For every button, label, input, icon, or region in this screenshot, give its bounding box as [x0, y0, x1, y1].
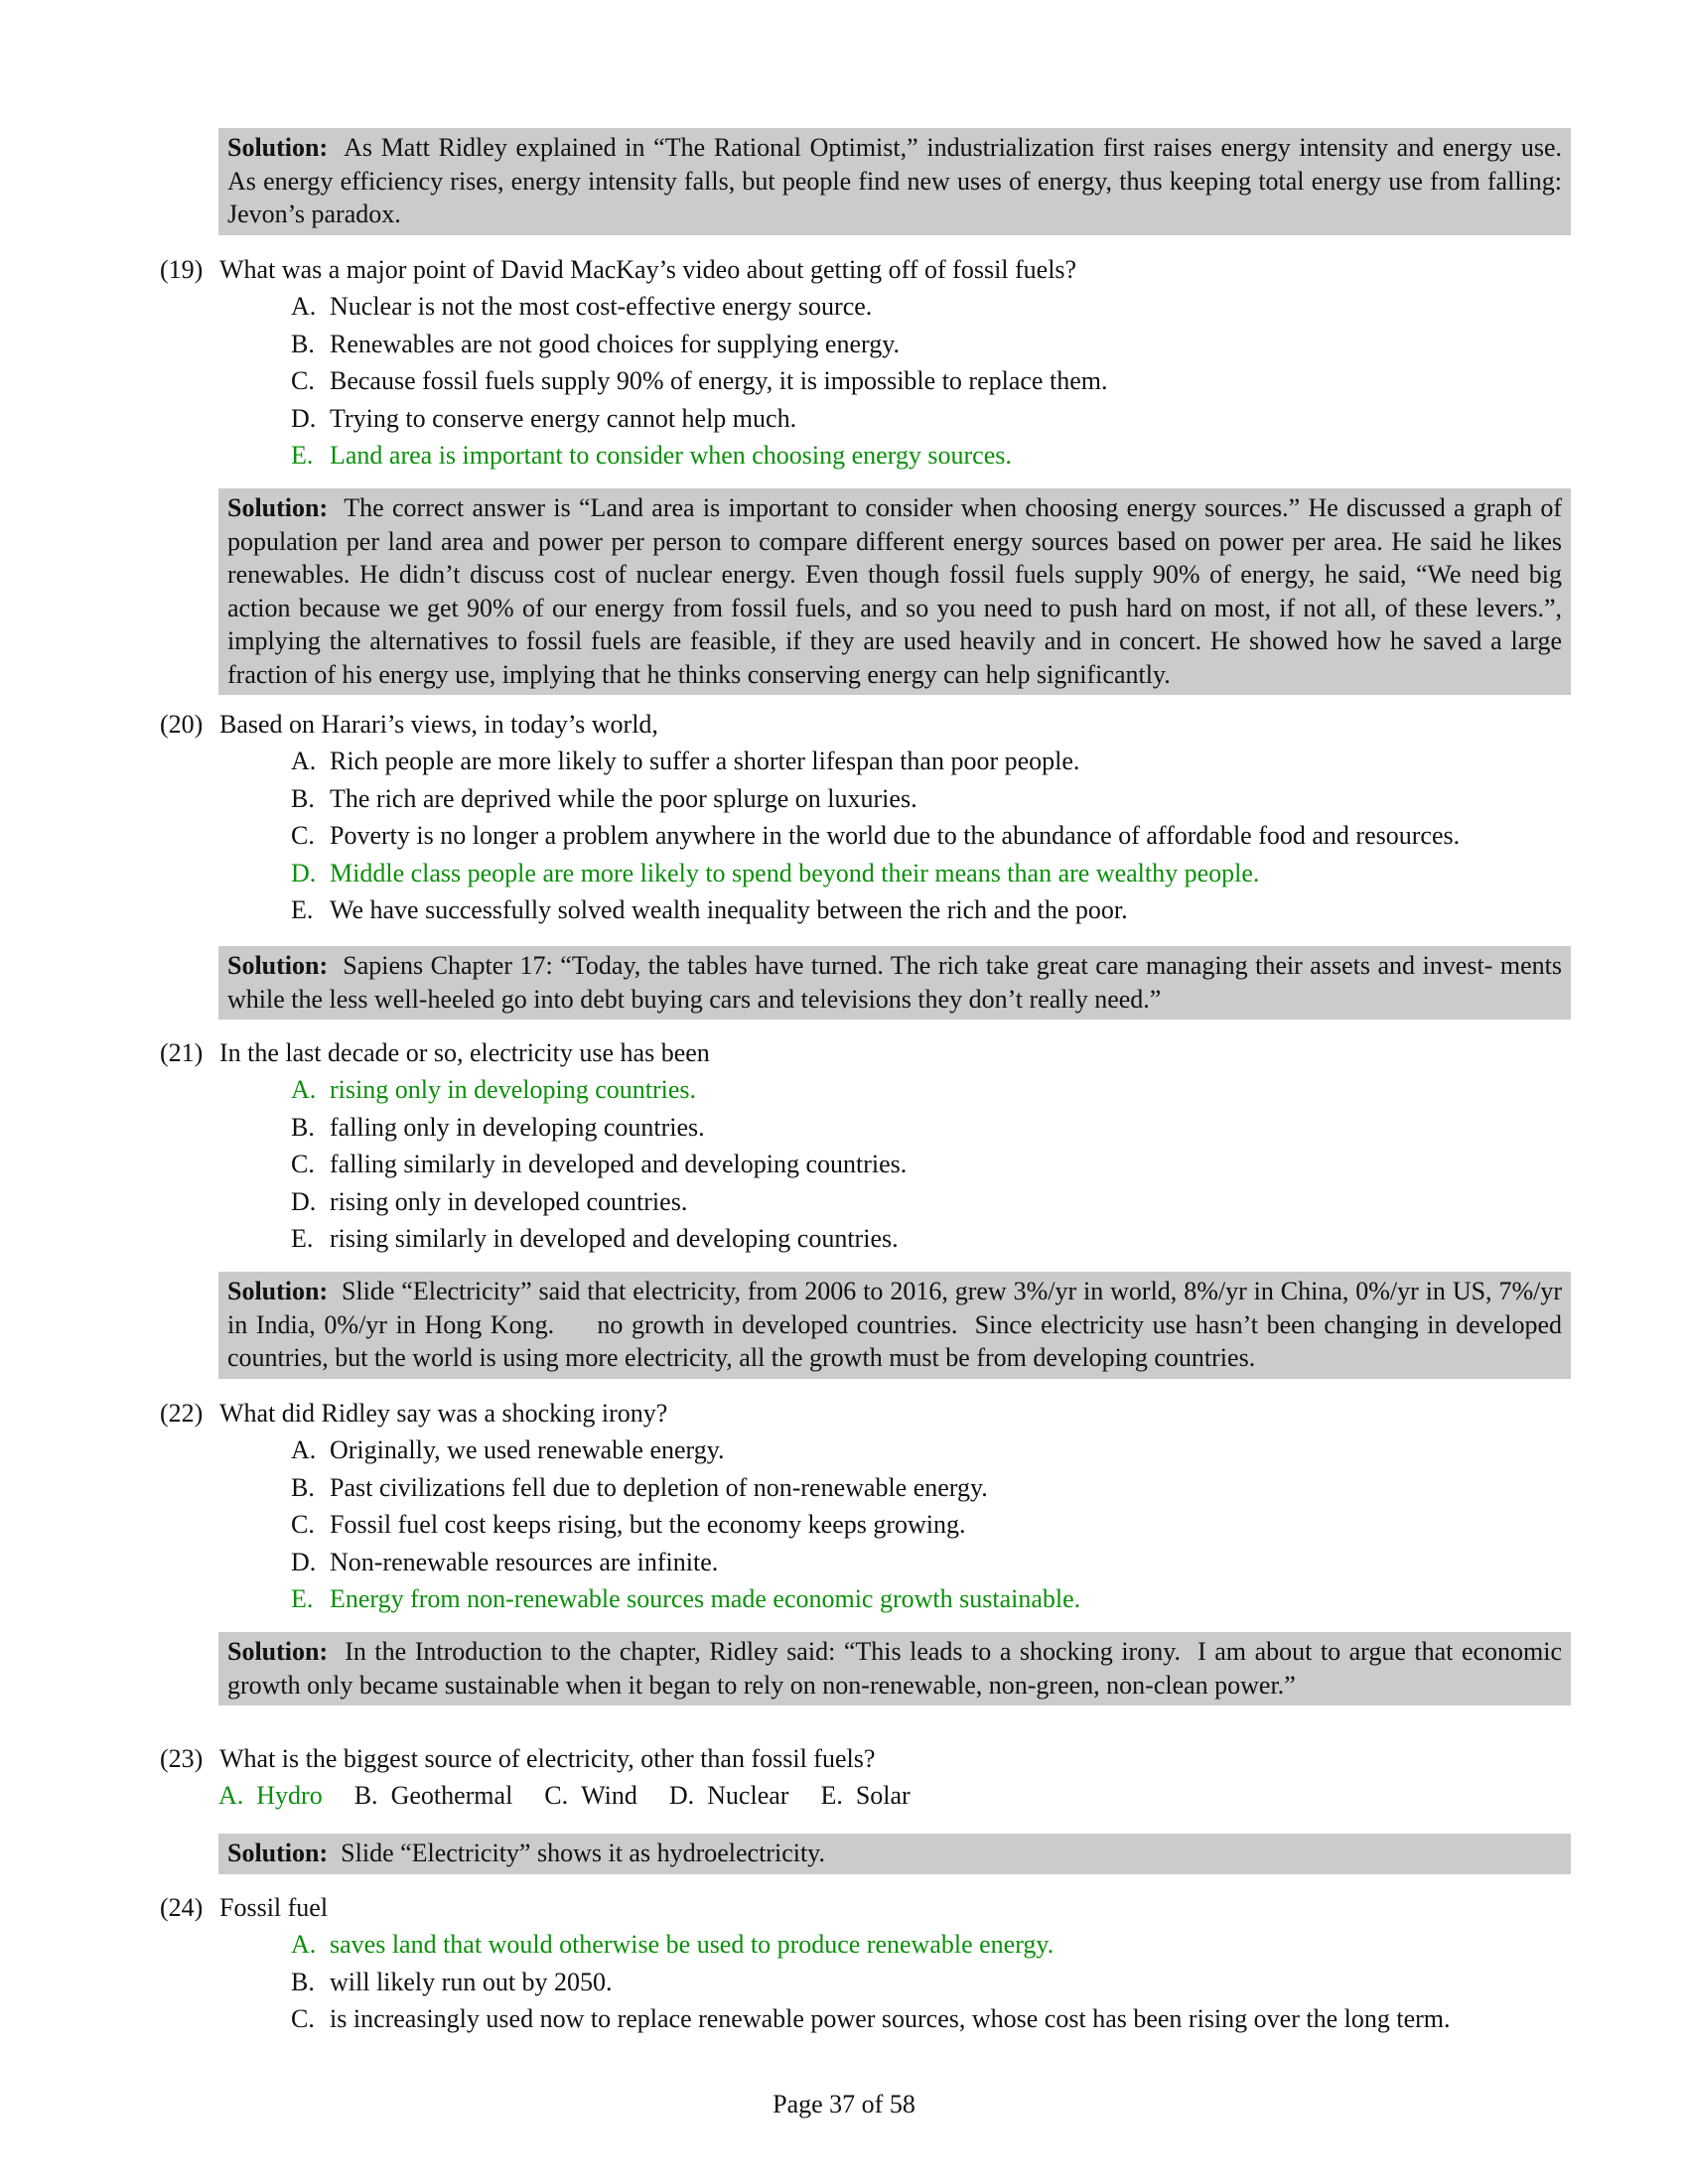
option-letter: D. [291, 1547, 317, 1576]
solution-text: Slide “Electricity” said that electricity, from 2006 to 2016, grew 3%/yr in world, 8%/yr in China, 0%/yr in US, 7%/yr in India, 0%/yr in Hong Kong. no growth in developed countries. Since electricity use hasn’t been changing in developed countries, but the world is using more electricity, all the growth must be from developing countries. [227, 1277, 1569, 1372]
option-letter: C. [291, 2004, 315, 2034]
option-letter: D. [291, 858, 317, 887]
option-letter: B. [353, 1781, 378, 1810]
option-d[interactable] [0, 1544, 1688, 1581]
option-text: Non-renewable resources are infinite. [330, 1547, 719, 1576]
question-number: (23) [160, 1744, 204, 1773]
option-text: Land area is important to consider when choosing energy sources. [330, 441, 1012, 471]
question-24 [0, 1889, 1688, 2038]
option-letter: B. [291, 1967, 315, 1996]
option-d-correct[interactable] [0, 855, 1688, 892]
page-number: Page 37 of 58 [773, 2090, 915, 2118]
option-c[interactable] [0, 362, 1688, 400]
solution-box-18 [218, 128, 1575, 235]
option-text: We have successfully solved wealth inequality between the rich and the poor. [330, 895, 1128, 925]
solution-label: Solution: [227, 1839, 329, 1867]
question-text: In the last decade or so, electricity use has been [219, 1038, 710, 1067]
solution-box-20 [218, 946, 1571, 1020]
option-text: saves land that would otherwise be used to produce renewable energy. [330, 1930, 1055, 1959]
solution-label: Solution: [227, 951, 329, 980]
option-b[interactable] [0, 1109, 1688, 1147]
option-e[interactable] [820, 1781, 910, 1810]
option-letter: C. [291, 821, 315, 851]
option-text: is increasingly used now to replace renewable power sources, whose cost has been rising over the long term. [330, 2004, 1451, 2034]
option-b[interactable] [0, 1964, 1688, 2001]
option-letter: D. [291, 1186, 317, 1216]
option-text: Poverty is no longer a problem anywhere in the world due to the abundance of affordable food and resources. [330, 821, 1461, 851]
option-letter: B. [291, 783, 315, 813]
option-letter: A. [291, 1930, 317, 1959]
solution-label: Solution: [227, 1277, 329, 1305]
option-text: Past civilizations fell due to depletion of non-renewable energy. [330, 1472, 988, 1502]
option-letter: C. [291, 1150, 315, 1179]
option-text: Because fossil fuels supply 90% of energy, it is impossible to replace them. [330, 366, 1108, 396]
question-text: Based on Harari’s views, in today’s world, [219, 710, 658, 739]
question-text: What was a major point of David MacKay’s video about getting off of fossil fuels? [219, 255, 1077, 284]
solution-label: Solution: [227, 493, 329, 522]
option-text: Trying to conserve energy cannot help much. [330, 403, 797, 433]
option-letter: E. [820, 1781, 843, 1810]
option-a[interactable] [0, 288, 1688, 326]
option-text: rising only in developed countries. [330, 1186, 688, 1216]
option-text: Nuclear [707, 1781, 789, 1810]
question-21 [0, 1034, 1688, 1258]
option-a[interactable] [0, 743, 1688, 780]
option-e-correct[interactable] [0, 1580, 1688, 1618]
solution-text: Slide “Electricity” shows it as hydroelectricity. [341, 1839, 825, 1867]
option-text: Geothermal [390, 1781, 513, 1810]
option-letter: E. [291, 1224, 314, 1254]
option-c[interactable] [0, 817, 1688, 855]
option-d[interactable] [669, 1781, 789, 1810]
solution-box-22 [218, 1632, 1571, 1706]
option-e-correct[interactable] [0, 437, 1688, 475]
solution-box-19 [218, 488, 1571, 695]
question-text: What is the biggest source of electricity, other than fossil fuels? [219, 1744, 876, 1773]
option-a-correct[interactable] [0, 1071, 1688, 1109]
option-text: falling similarly in developed and developing countries. [330, 1150, 908, 1179]
option-letter: A. [291, 747, 317, 775]
option-text: Energy from non-renewable sources made economic growth sustainable. [330, 1584, 1081, 1614]
solution-label: Solution: [227, 133, 329, 162]
option-letter: C. [291, 1510, 315, 1540]
solution-label: Solution: [227, 1637, 329, 1666]
inline-options [0, 1777, 1688, 1815]
option-letter: E. [291, 895, 314, 925]
option-letter: E. [291, 1584, 314, 1614]
option-e[interactable] [0, 1220, 1688, 1258]
option-d[interactable] [0, 400, 1688, 438]
option-a[interactable] [0, 1432, 1688, 1469]
option-letter: E. [291, 441, 314, 471]
question-22 [0, 1395, 1688, 1618]
solution-text: In the Introduction to the chapter, Ridley said: “This leads to a shocking irony. I am about to argue that economic growth only became sustainable when it began to rely on non-renewable, non-green, non-clean power.” [227, 1637, 1569, 1700]
question-number: (24) [160, 1893, 204, 1922]
option-text: rising similarly in developed and developing countries. [330, 1224, 899, 1254]
option-text: Renewables are not good choices for supplying energy. [330, 329, 901, 358]
question-text: What did Ridley say was a shocking irony? [219, 1399, 668, 1428]
solution-text: Sapiens Chapter 17: “Today, the tables have turned. The rich take great care managing their assets and invest- ments while the less well-heeled go into debt buying cars and televisions they don’t really need.” [227, 951, 1563, 1014]
option-letter: A. [291, 292, 317, 321]
option-a-correct[interactable] [0, 1926, 1688, 1964]
option-c[interactable] [0, 2000, 1688, 2038]
option-letter: D. [668, 1781, 695, 1810]
option-d[interactable] [0, 1183, 1688, 1221]
option-b[interactable] [354, 1781, 513, 1810]
option-letter: C. [544, 1781, 569, 1810]
option-c[interactable] [544, 1781, 637, 1810]
option-text: Originally, we used renewable energy. [330, 1435, 725, 1464]
option-text: Hydro [256, 1781, 323, 1810]
solution-text: As Matt Ridley explained in “The Rational Optimist,” industrialization first raises energy intensity and energy use. As energy efficiency rises, energy intensity falls, but people find new uses of energy, thus keeping total energy use from falling: Jevon’s paradox. [227, 133, 1575, 228]
question-number: (19) [160, 255, 204, 284]
option-letter: A. [291, 1075, 317, 1104]
option-letter: B. [291, 1472, 315, 1502]
option-letter: D. [291, 403, 317, 433]
question-19 [0, 251, 1688, 475]
question-20 [0, 706, 1688, 929]
option-text: Wind [581, 1781, 637, 1810]
option-text: Solar [855, 1781, 911, 1810]
option-b[interactable] [0, 326, 1688, 363]
question-number: (21) [160, 1038, 204, 1067]
option-letter: C. [291, 366, 315, 396]
option-letter: B. [291, 1112, 315, 1142]
option-c[interactable] [0, 1146, 1688, 1183]
option-e[interactable] [0, 891, 1688, 929]
solution-box-23 [218, 1834, 1571, 1874]
option-text: Middle class people are more likely to spend beyond their means than are wealthy people. [330, 858, 1260, 887]
option-text: The rich are deprived while the poor splurge on luxuries. [330, 783, 917, 813]
question-text: Fossil fuel [219, 1893, 329, 1922]
option-text: will likely run out by 2050. [330, 1967, 613, 1996]
option-text: falling only in developing countries. [330, 1112, 705, 1142]
option-text: Fossil fuel cost keeps rising, but the economy keeps growing. [330, 1510, 966, 1540]
question-number: (20) [160, 710, 204, 739]
question-number: (22) [160, 1399, 204, 1428]
solution-text: The correct answer is “Land area is important to consider when choosing energy sources.” He discussed a graph of population per land area and power per person to compare different energy sources based on power per area. He said he likes renewables. He didn’t discuss cost of nuclear energy. Even though fossil fuels supply 90% of energy, he said, “We need big action because we get 90% of our energy from fossil fuels, and so you need to push hard on most, if not all, of these levers.”, implying the alternatives to fossil fuels are feasible, if they are used heavily and in concert. He showed how he saved a large fraction of his energy use, implying that he thinks conserving energy can help significantly. [227, 493, 1562, 689]
option-b[interactable] [0, 1469, 1688, 1507]
option-b[interactable] [0, 780, 1688, 818]
option-letter: A. [218, 1781, 244, 1810]
option-c[interactable] [0, 1506, 1688, 1544]
option-text: rising only in developing countries. [330, 1075, 697, 1104]
option-text: Nuclear is not the most cost-effective energy source. [330, 292, 873, 321]
option-letter: A. [291, 1435, 317, 1464]
option-a-correct[interactable] [218, 1781, 323, 1810]
solution-box-21 [218, 1272, 1571, 1379]
option-letter: B. [291, 329, 315, 358]
option-text: Rich people are more likely to suffer a shorter lifespan than poor people. [330, 747, 1080, 775]
question-23 [0, 1740, 1688, 1815]
